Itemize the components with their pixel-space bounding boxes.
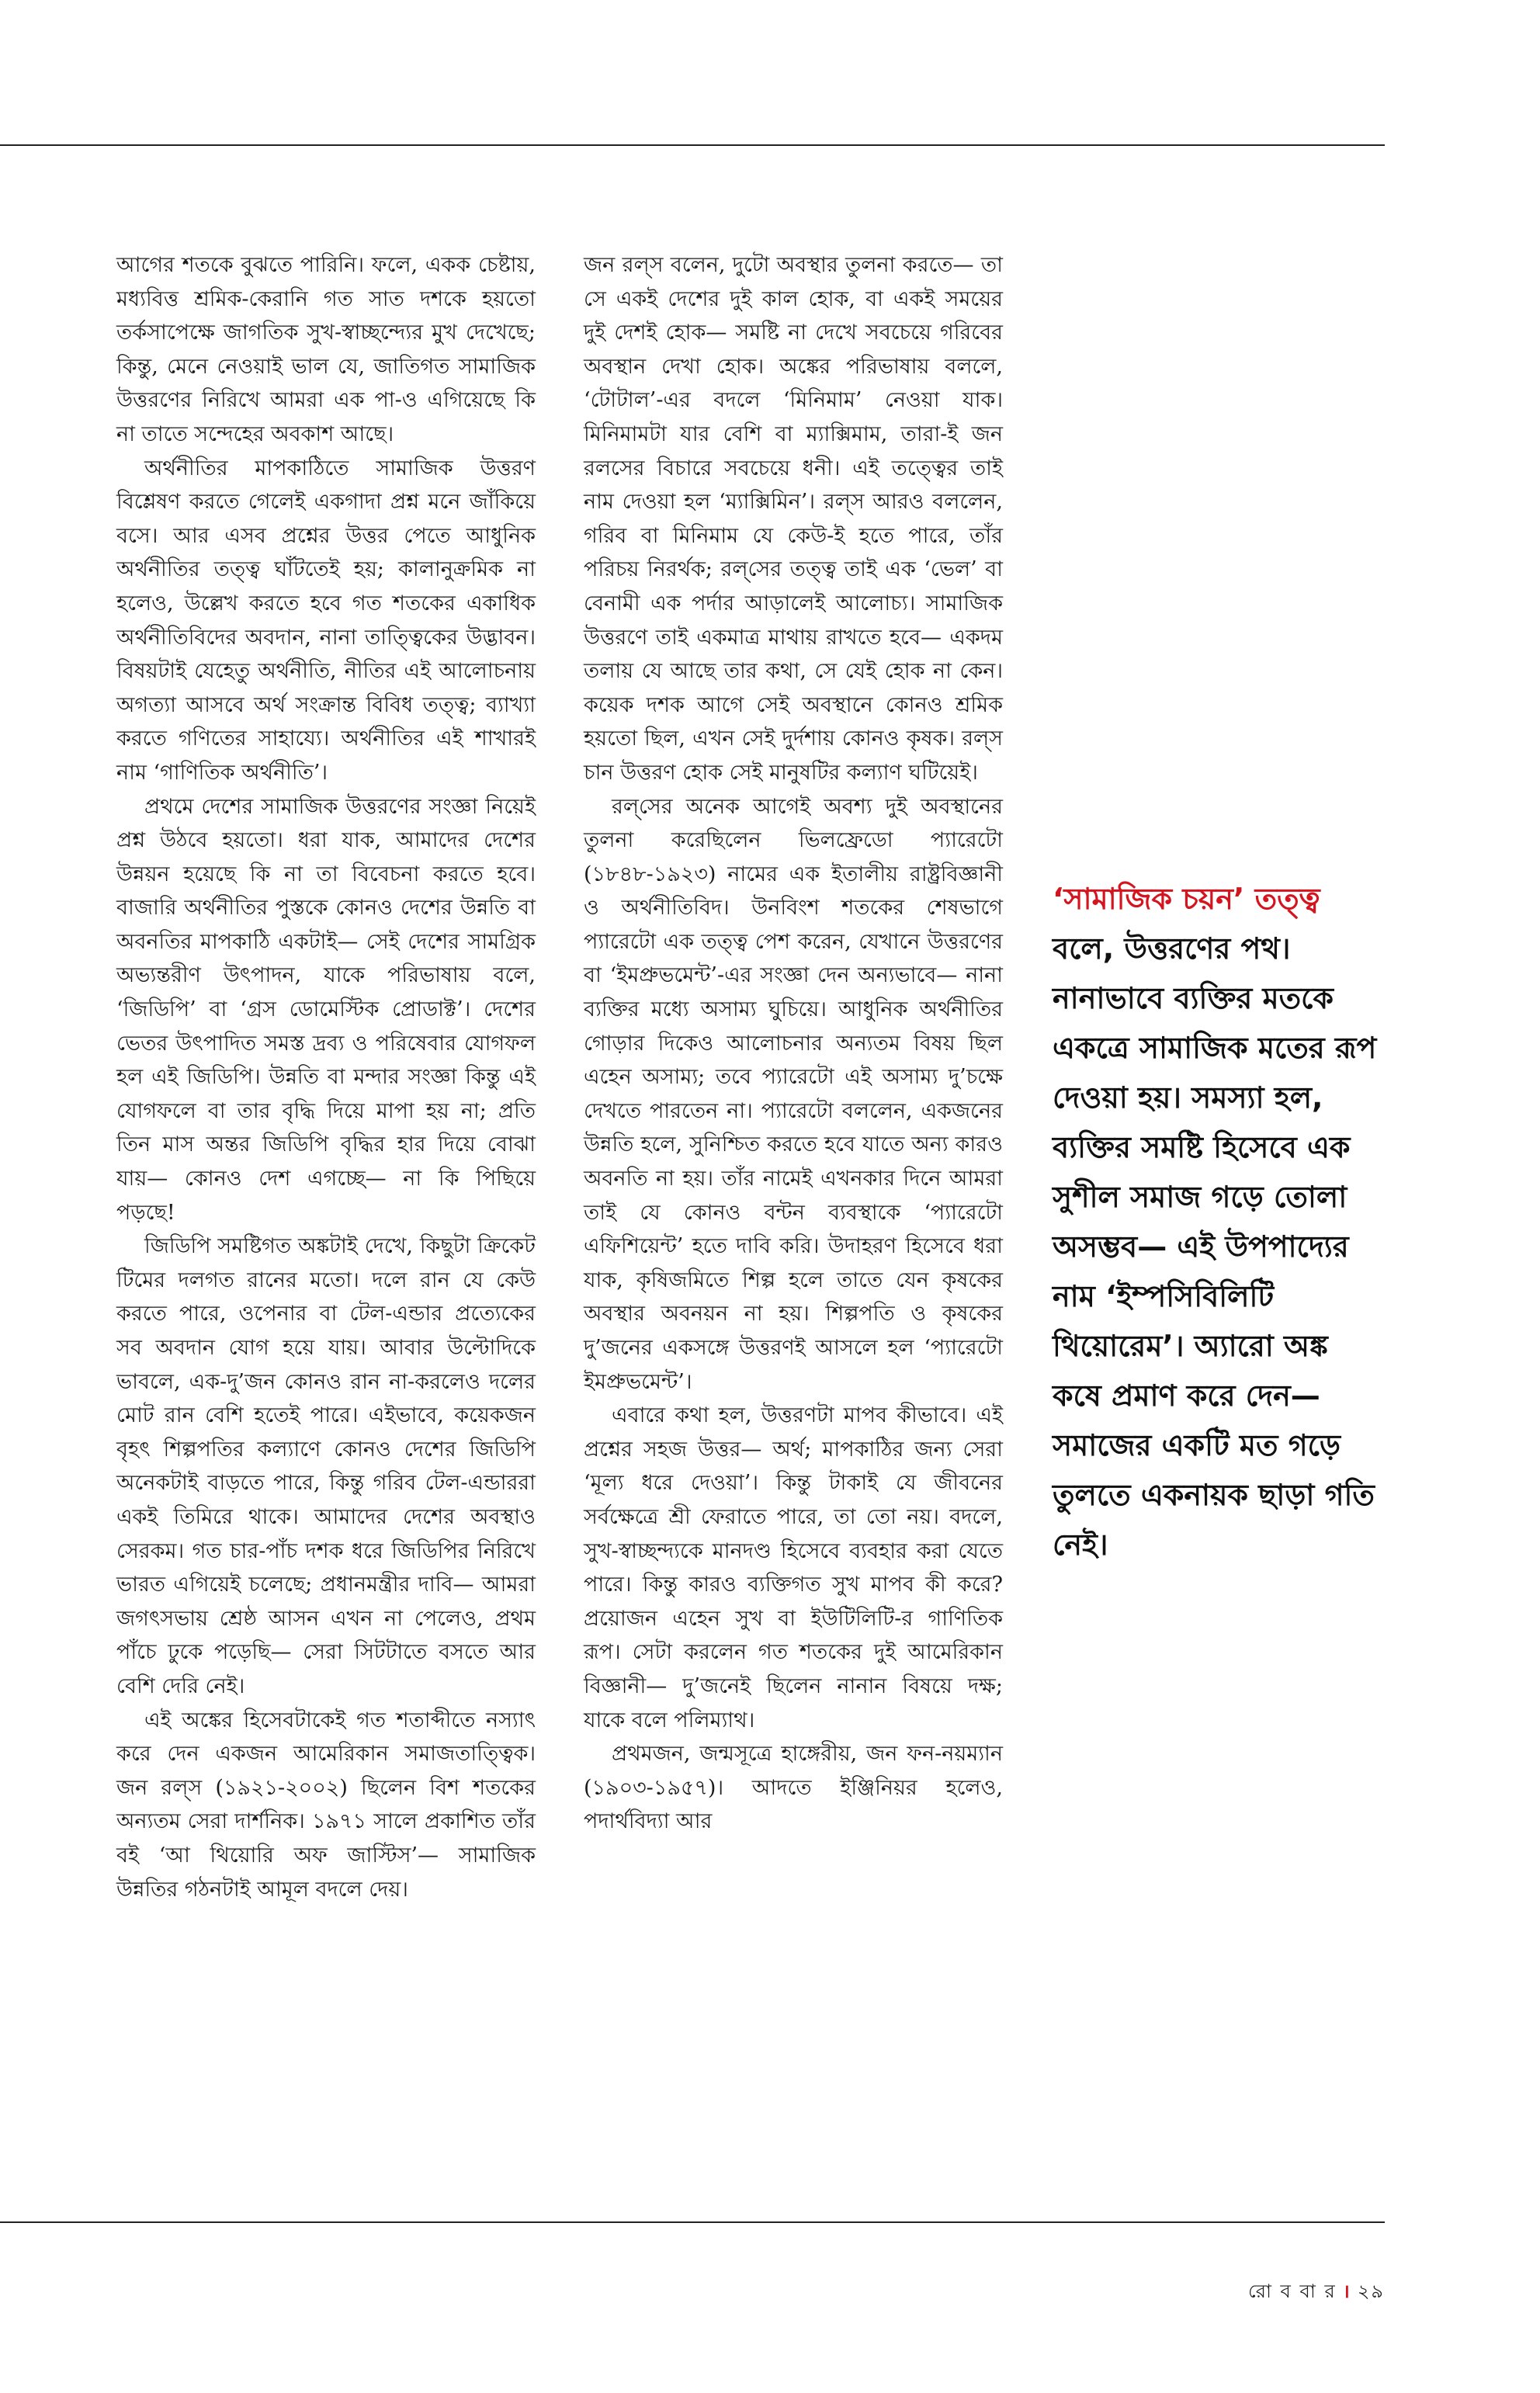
pull-quote-body: বলে, উত্তরণের পথ। নানাভাবে ব্যক্তির মতকে একত্রে সামাজিক মতের রূপ দেওয়া হয়। সমস্যা হল, ব্যক্তির সমষ্টি হিসেবে এক সুশীল সমাজ গড়ে তোলা অসম্ভব— এই উপপাদ্যের নাম ‘ইম্পসিবিলিটি থিয়োরেম’। অ্যারো অঙ্ক কষে প্রমাণ করে দেন— সমাজের একটি মত গড়ে তুলতে একনায়ক ছাড়া গতি নেই। [1053, 931, 1377, 1562]
col1-paragraph-5: এই অঙ্কের হিসেবটাকেই গত শতাব্দীতে নস্যাৎ করে দেন একজন আমেরিকান সমাজতাত্ত্বিক। জন রল্‌স (১৯২১-২০০২) ছিলেন বিশ শতকের অন্যতম সেরা দার্শনিক। ১৯৭১ সালে প্রকাশিত তাঁর বই ‘আ থিয়োরি অফ জাস্টিস’— সামাজিক উন্নতির গঠনটাই আমূল বদলে দেয়। [116, 1708, 536, 1902]
publication-name: রো ব বা র [1248, 2280, 1337, 2302]
col1-paragraph-2: অর্থনীতির মাপকাঠিতে সামাজিক উত্তরণ বিশ্লেষণ করতে গেলেই একগাদা প্রশ্ন মনে জাঁকিয়ে বসে। আর এসব প্রশ্নের উত্তর পেতে আধুনিক অর্থনীতির তত্ত্ব ঘাঁটতেই হয়; কালানুক্রমিক না হলেও, উল্লেখ করতে হবে গত শতকের একাধিক অর্থনীতিবিদের অবদান, নানা তাত্ত্বিকের উদ্ভাবন। বিষয়টাই যেহেতু অর্থনীতি, নীতির এই আলোচনায় অগত্যা আসবে অর্থ সংক্রান্ত বিবিধ তত্ত্ব; ব্যাখ্যা করতে গণিতের সাহায্যে। অর্থনীতির এই শাখারই নাম ‘গাণিতিক অর্থনীতি’। [116, 456, 536, 785]
col1-paragraph-4: জিডিপি সমষ্টিগত অঙ্কটাই দেখে, কিছুটা ক্রিকেট টিমের দলগত রানের মতো। দলে রান যে কেউ করতে পারে, ওপেনার বা টেল-এন্ডার প্রত্যেকের সব অবদান যোগ হয়ে যায়। আবার উল্টোদিকে ভাবলে, এক-দু’জন কোনও রান না-করলেও দলের মোট রান বেশি হতেই পারে। এইভাবে, কয়েকজন বৃহৎ শিল্পপতির কল্যাণে কোনও দেশের জিডিপি অনেকটাই বাড়তে পারে, কিন্তু গরিব টেল-এন্ডাররা একই তিমিরে থাকে। আমাদের দেশের অবস্থাও সেরকম। গত চার-পাঁচ দশক ধরে জিডিপির নিরিখে ভারত এগিয়েই চলেছে; প্রধানমন্ত্রীর দাবি— আমরা জগৎসভায় শ্রেষ্ঠ আসন এখন না পেলেও, প্রথম পাঁচে ঢুকে পড়েছি— সেরা সিটটাতে বসতে আর বেশি দেরি নেই। [116, 1234, 536, 1698]
col2-paragraph-1: জন রল্‌স বলেন, দুটো অবস্থার তুলনা করতে— তা সে একই দেশের দুই কাল হোক, বা একই সময়ের দুই দেশই হোক— সমষ্টি না দেখে সবচেয়ে গরিবের অবস্থান দেখা হোক। অঙ্কের পরিভাষায় বললে, ‘টোটাল’-এর বদলে ‘মিনিমাম’ নেওয়া যাক। মিনিমামটা যার বেশি বা ম্যাক্সিমাম, তারা-ই জন রলসের বিচারে সবচেয়ে ধনী। এই তত্ত্বের তাই নাম দেওয়া হল ‘ম্যাক্সিমিন’। রল্‌স আরও বললেন, গরিব বা মিনিমাম যে কেউ-ই হতে পারে, তাঁর পরিচয় নিরর্থক; রল্‌সের তত্ত্ব তাই এক ‘ভেল’ বা বেনামী এক পর্দার আড়ালেই আলোচ্য। সামাজিক উত্তরণে তাই একমাত্র মাথায় রাখতে হবে— একদম তলায় যে আছে তার কথা, সে যেই হোক না কেন। কয়েক দশক আগে সেই অবস্থানে কোনও শ্রমিক হয়তো ছিল, এখন সেই দুর্দশায় কোনও কৃষক। রল্‌স চান উত্তরণ হোক সেই মানুষটির কল্যাণ ঘটিয়েই। [584, 253, 1003, 785]
col2-paragraph-2: রল্‌সের অনেক আগেই অবশ্য দুই অবস্থানের তুলনা করেছিলেন ভিলফ্রেডো প্যারেটো (১৮৪৮-১৯২৩) নামের এক ইতালীয় রাষ্ট্রবিজ্ঞানী ও অর্থনীতিবিদ। উনবিংশ শতকের শেষভাগে প্যারেটো এক তত্ত্ব পেশ করেন, যেখানে উত্তরণের বা ‘ইমপ্রুভমেন্ট’-এর সংজ্ঞা দেন অন্যভাবে— নানা ব্যক্তির মধ্যে অসাম্য ঘুচিয়ে। আধুনিক অর্থনীতির গোড়ার দিকেও আলোচনার অন্যতম বিষয় ছিল এহেন অসাম্য; তবে প্যারেটো এই অসাম্য দু’চক্ষে দেখতে পারতেন না। প্যারেটো বললেন, একজনের উন্নতি হলে, সুনিশ্চিত করতে হবে যাতে অন্য কারও অবনতি না হয়। তাঁর নামেই এখনকার দিনে আমরা তাই যে কোনও বন্টন ব্যবস্থাকে ‘প্যারেটো এফিশিয়েন্ট’ হতে দাবি করি। উদাহরণ হিসেবে ধরা যাক, কৃষিজমিতে শিল্প হলে তাতে যেন কৃষকের অবস্থার অবনয়ন না হয়। শিল্পপতি ও কৃষকের দু’জনের একসঙ্গে উত্তরণই আসলে হল ‘প্যারেটো ইমপ্রুভমেন্ট’। [584, 794, 1004, 1394]
col2-paragraph-3: এবারে কথা হল, উত্তরণটা মাপব কীভাবে। এই প্রশ্নের সহজ উত্তর— অর্থ; মাপকাঠির জন্য সেরা ‘মূল্য ধরে দেওয়া’। কিন্তু টাকাই যে জীবনের সর্বক্ষেত্রে শ্রী ফেরাতে পারে, তা তো নয়। বদলে, সুখ-স্বাচ্ছন্দ্যকে মানদণ্ড হিসেবে ব্যবহার করা যেতে পারে। কিন্তু কারও ব্যক্তিগত সুখ মাপব কী করে? প্রয়োজন এহেন সুখ বা ইউটিলিটি-র গাণিতিক রূপ। সেটা করলেন গত শতকের দুই আমেরিকান বিজ্ঞানী— দু’জনেই ছিলেন নানান বিষয়ে দক্ষ; যাকে বলে পলিম্যাথ। [584, 1403, 1003, 1732]
top-rule [0, 144, 1385, 146]
article-column-1 [116, 248, 536, 1906]
pull-quote-lead: ‘সামাজিক চয়ন’ তত্ত্ব [1053, 882, 1320, 916]
pull-quote [1053, 874, 1379, 1569]
article-column-2 [584, 248, 1003, 1839]
col1-paragraph-1: আগের শতকে বুঝতে পারিনি। ফলে, একক চেষ্টায়, মধ্যবিত্ত শ্রমিক-কেরানি গত সাত দশকে হয়তো তর্কসাপেক্ষে জাগতিক সুখ-স্বাচ্ছন্দ্যের মুখ দেখেছে; কিন্তু, মেনে নেওয়াই ভাল যে, জাতিগত সামাজিক উত্তরণের নিরিখে আমরা এক পা-ও এগিয়েছে কি না তাতে সন্দেহের অবকাশ আছে। [116, 253, 536, 446]
bottom-rule [0, 2221, 1385, 2223]
col1-paragraph-3: প্রথমে দেশের সামাজিক উত্তরণের সংজ্ঞা নিয়েই প্রশ্ন উঠবে হয়তো। ধরা যাক, আমাদের দেশের উন্নয়ন হয়েছে কি না তা বিবেচনা করতে হবে। বাজারি অর্থনীতির পুস্তকে কোনও দেশের উন্নতি বা অবনতির মাপকাঠি একটাই— সেই দেশের সামগ্রিক অভ্যন্তরীণ উৎপাদন, যাকে পরিভাষায় বলে, ‘জিডিপি’ বা ‘গ্রস ডোমেস্টিক প্রোডাক্ট’। দেশের ভেতর উৎপাদিত সমস্ত দ্রব্য ও পরিষেবার যোগফল হল এই জিডিপি। উন্নতি বা মন্দার সংজ্ঞা কিন্তু এই যোগফলে বা তার বৃদ্ধি দিয়ে মাপা হয় না; প্রতি তিন মাস অন্তর জিডিপি বৃদ্ধির হার দিয়ে বোঝা যায়— কোনও দেশ এগচ্ছে— না কি পিছিয়ে পড়ছে! [116, 794, 536, 1225]
footer-separator: । [1342, 2280, 1351, 2302]
page-footer [1248, 2277, 1385, 2308]
page-number: ২৯ [1357, 2280, 1385, 2302]
col2-paragraph-4: প্রথমজন, জন্মসূত্রে হাঙ্গেরীয়, জন ফন-নয়ম্যান (১৯০৩-১৯৫৭)। আদতে ইঞ্জিনিয়র হলেও, পদার্থবিদ্যা আর [584, 1742, 1003, 1834]
